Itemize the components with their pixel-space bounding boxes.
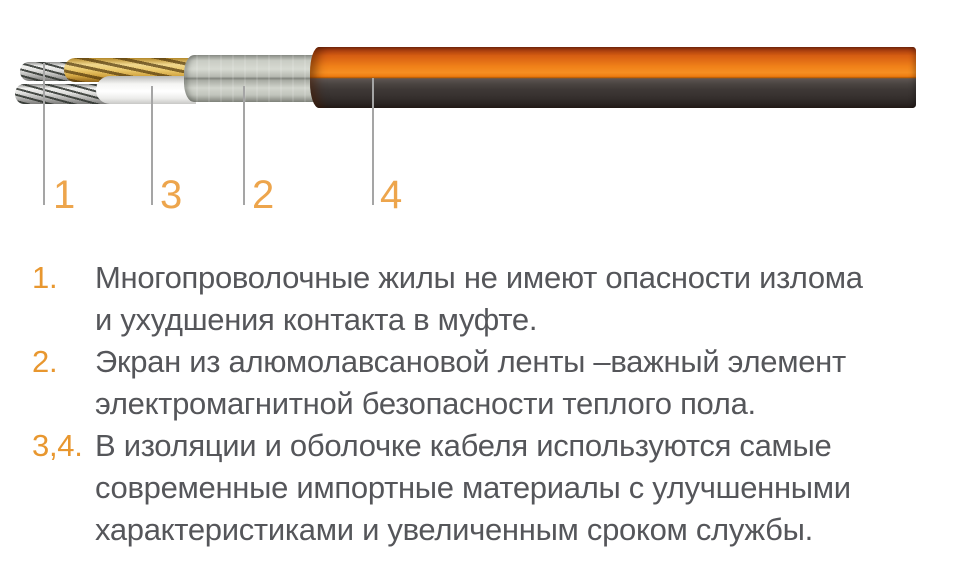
pointer-line-4 (372, 78, 374, 205)
list-item-2 (32, 341, 962, 425)
description-list (32, 257, 962, 551)
list-item-3-4-line-1: В изоляции и оболочке кабеля используются самые (95, 428, 832, 463)
list-item-3-4-line-3: характеристиками и увеличенным сроком службы. (95, 512, 813, 547)
list-item-2-line-1: Экран из алюмолавсановой ленты –важный элемент (95, 344, 846, 379)
diagram-label-1: 1 (53, 173, 76, 217)
pointer-line-3 (151, 86, 153, 205)
aluminum-foil-screen (184, 55, 318, 102)
white-inner-insulation (96, 76, 196, 104)
list-item-2-line-2: электромагнитной безопасности теплого пола. (95, 386, 756, 421)
list-item-2-marker: 2. (32, 344, 58, 379)
pointer-line-2 (243, 86, 245, 205)
list-item-1-marker: 1. (32, 260, 58, 295)
diagram-label-3: 3 (160, 173, 183, 217)
pointer-line-1 (43, 63, 45, 205)
list-item-3-4 (32, 425, 962, 551)
diagram-label-2: 2 (252, 173, 275, 217)
outer-jacket-orange-and-inner-sheath (310, 47, 916, 108)
diagram-label-4: 4 (380, 173, 403, 217)
list-item-1-line-2: и ухудшения контакта в муфте. (95, 302, 538, 337)
list-item-1-line-1: Многопроволочные жилы не имеют опасности излома (95, 260, 863, 295)
list-item-3-4-line-2: современные импортные материалы с улучшенными (95, 470, 851, 505)
list-item-1 (32, 257, 962, 341)
list-item-3-4-marker: 3,4. (32, 428, 83, 463)
